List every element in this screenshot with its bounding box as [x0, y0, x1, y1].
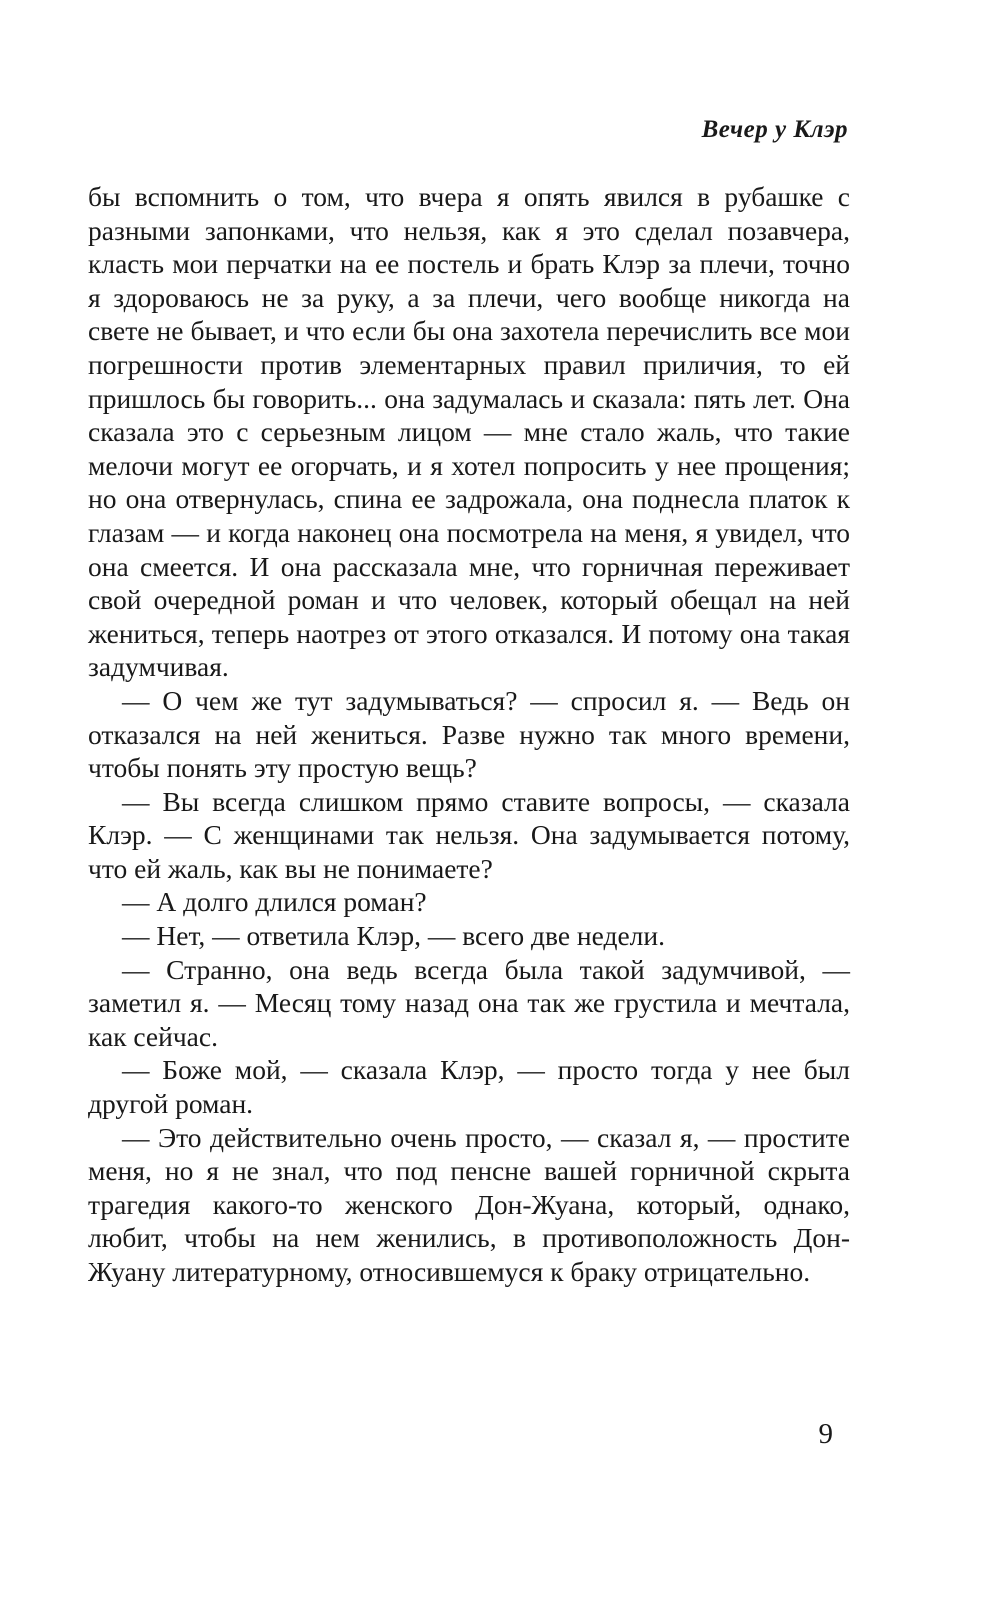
- paragraph: — О чем же тут задумываться? — спросил я. — Ведь он отказался на ней жениться. Разве нужно так много времени, чтобы понять эту простую вещь?: [88, 684, 850, 784]
- page-number: 9: [818, 1418, 833, 1450]
- page-body: [88, 180, 850, 1289]
- running-head: Вечер у Клэр: [701, 116, 848, 143]
- paragraph: — Странно, она ведь всегда была такой задумчивой, — заметил я. — Месяц тому назад она так же грустила и мечтала, как сейчас.: [88, 953, 850, 1052]
- paragraph: бы вспомнить о том, что вчера я опять явился в рубашке с разными запонками, что нельзя, как я это сделал позавчера, класть мои перчатки на ее постель и брать Клэр за плечи, точно я здороваюсь не за руку, а за плечи, чего вообще никогда на свете не бывает, и что если бы она захотела перечислить все мои погрешности против элементарных правил приличия, то ей пришлось бы говорить... она задумалась и сказала: пять лет. Она сказала это с серьезным лицом — мне стало жаль, что такие мелочи могут ее огорчать, и я хотел попросить у нее прощения; но она отвернулась, спина ее задрожала, она поднесла платок к глазам — и когда наконец она посмотрела на меня, я увидел, что она смеется. И она рассказала мне, что горничная переживает свой очередной роман и что человек, который обещал на ней жениться, теперь наотрез от этого отказался. И потому она такая задумчивая.: [88, 181, 850, 683]
- paragraph: — А долго длился роман?: [122, 886, 427, 918]
- paragraph: — Нет, — ответила Клэр, — всего две недели.: [122, 920, 665, 952]
- paragraph: — Вы всегда слишком прямо ставите вопросы, — сказала Клэр. — С женщинами так нельзя. Она задумывается потому, что ей жаль, как вы не понимаете?: [88, 785, 850, 884]
- paragraph: — Боже мой, — сказала Клэр, — просто тогда у нее был другой роман.: [88, 1054, 850, 1120]
- paragraph: — Это действительно очень просто, — сказал я, — простите меня, но я не знал, что под пенсне вашей горничной скрыта трагедия какого-то женского Дон-Жуана, который, однако, любит, чтобы на нем женились, в противоположность Дон-Жуану литературному, относившемуся к браку отрицательно.: [88, 1121, 850, 1287]
